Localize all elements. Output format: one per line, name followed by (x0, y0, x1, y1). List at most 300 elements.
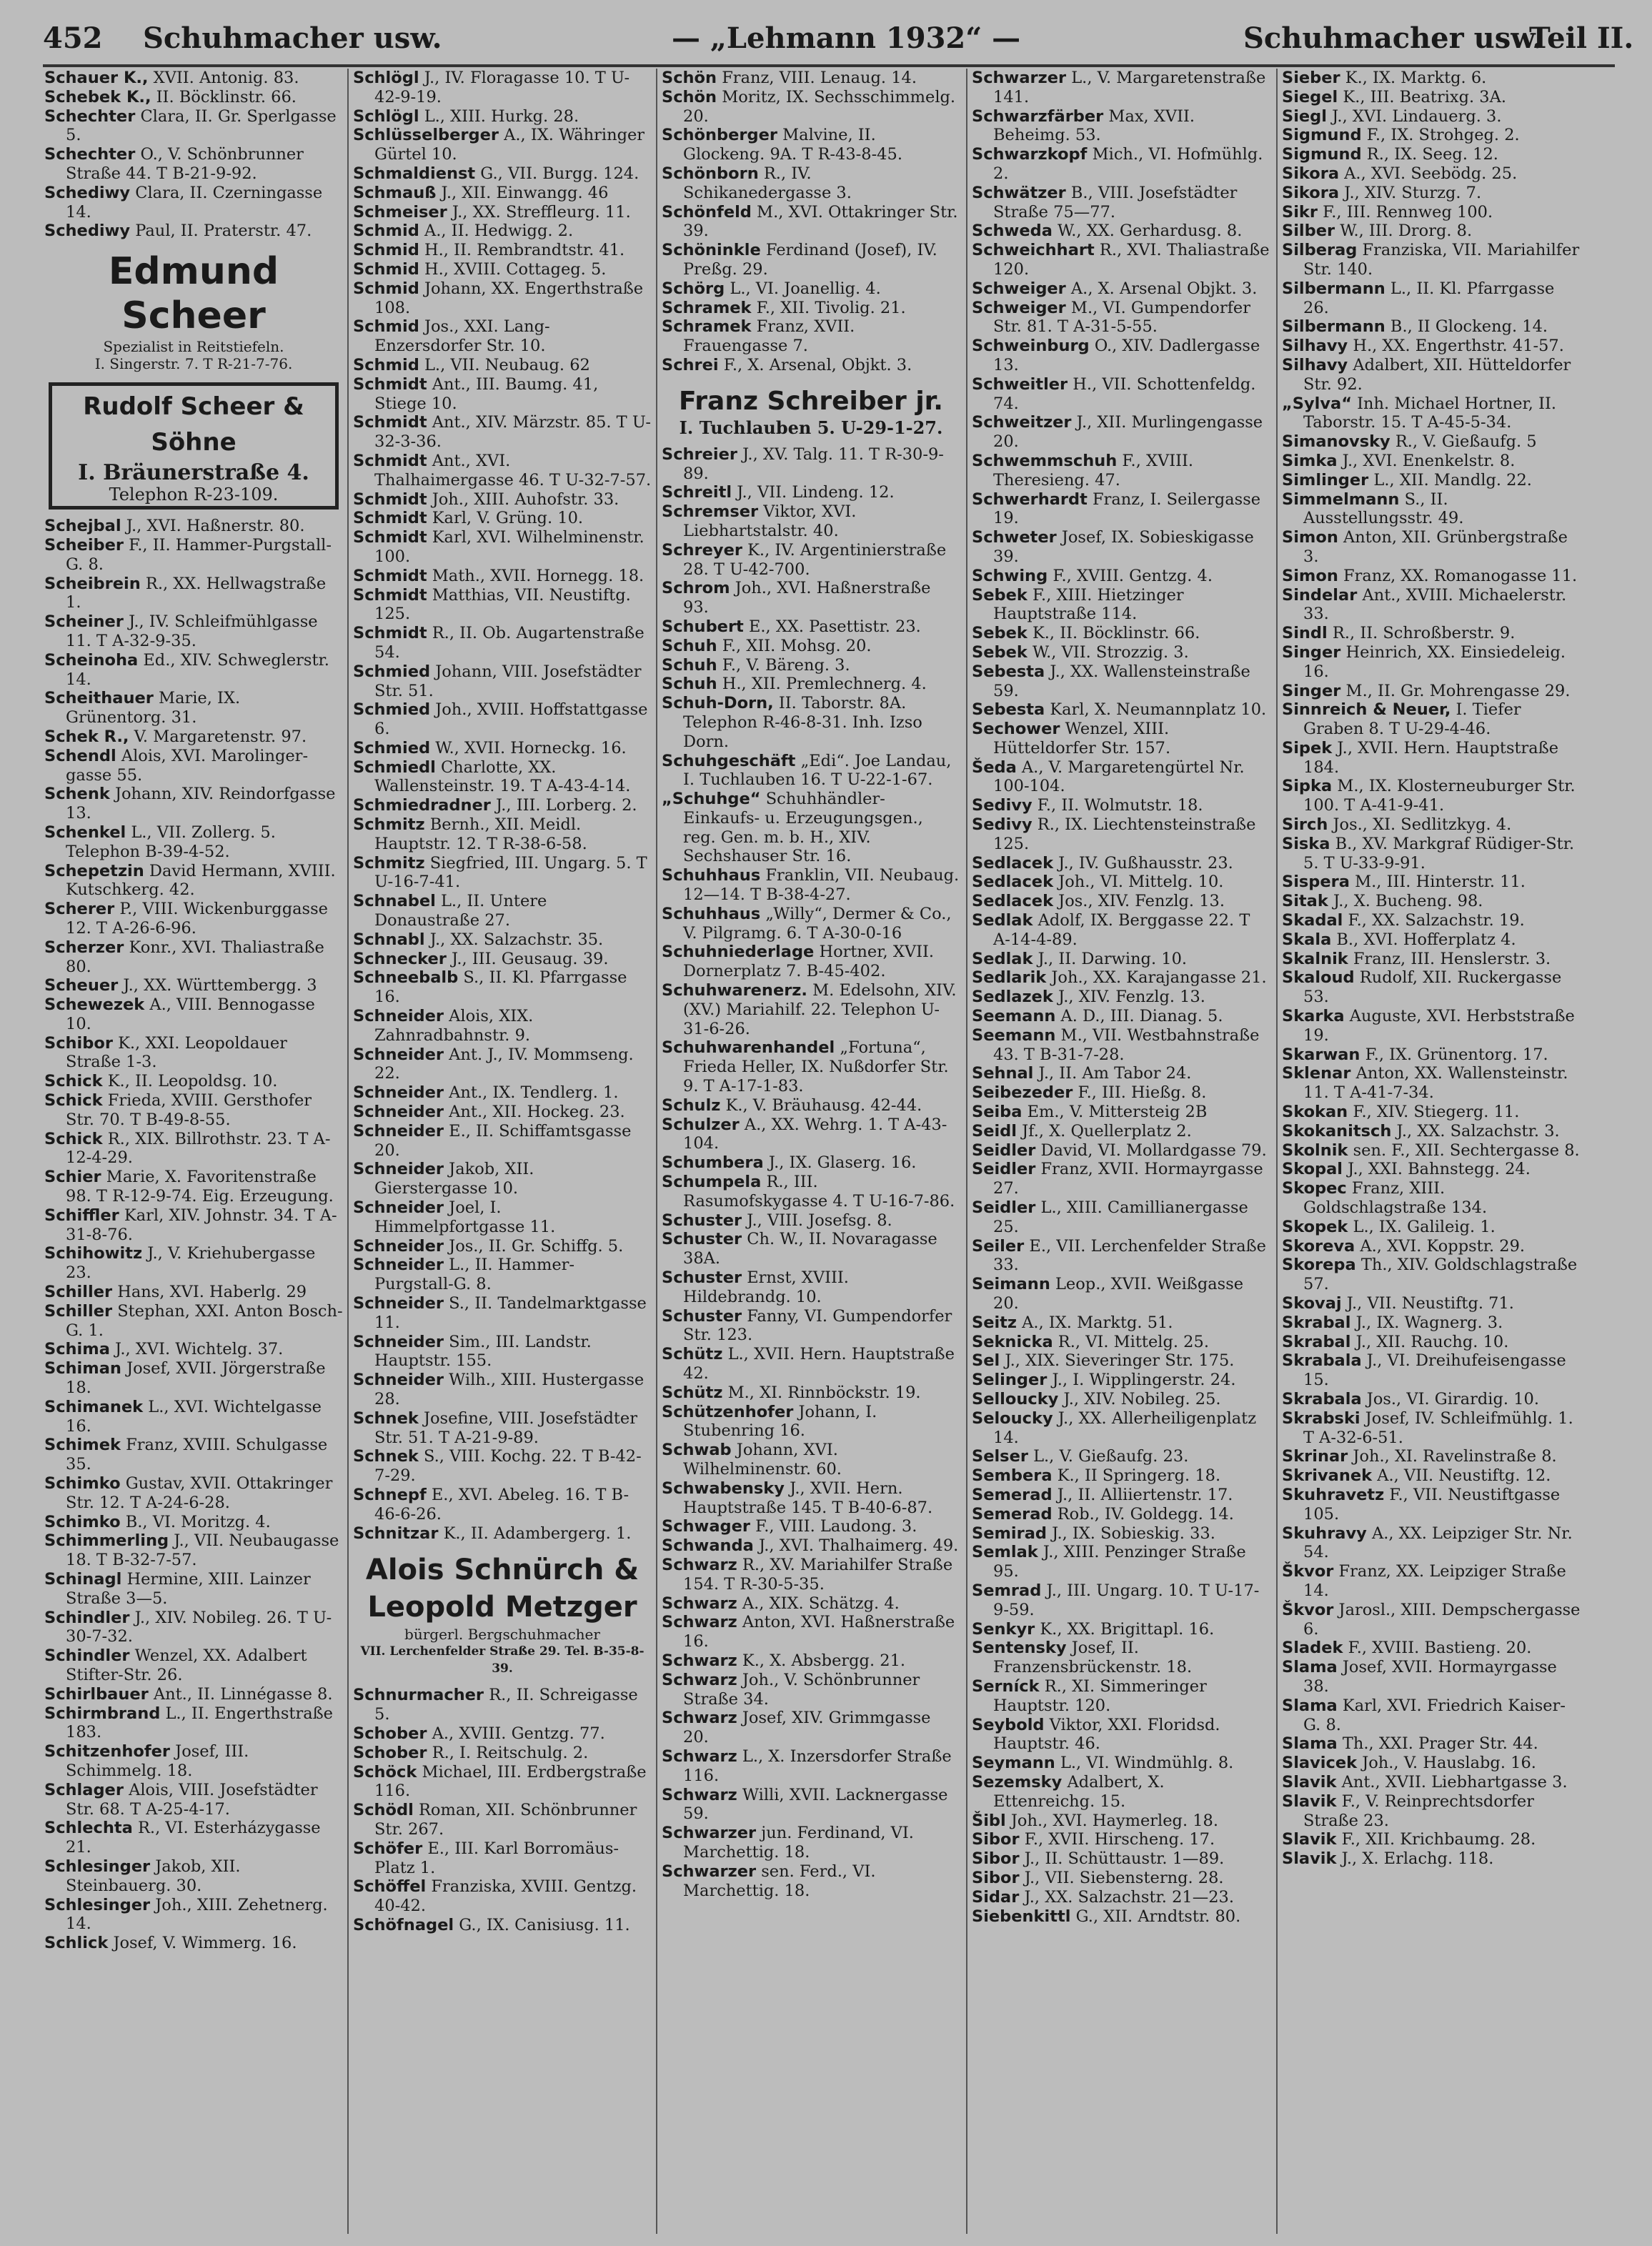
directory-entry (44, 1340, 343, 1359)
directory-entry (353, 1801, 652, 1839)
entry-name: Schediwy (44, 183, 131, 202)
directory-entry (662, 1517, 960, 1536)
entry-name: Skolnik (1282, 1141, 1348, 1160)
entry-details: Franz, XVII. Frauengasse 7. (683, 317, 855, 356)
entry-name: Slavik (1282, 1849, 1337, 1869)
entry-name: Selser (972, 1447, 1028, 1466)
entry-details: Joh., V. Hauslabg. 16. (1357, 1754, 1536, 1773)
entry-name: Schwarz (662, 1594, 737, 1613)
entry-details: Bernh., XII. Meidl. Hauptstr. 12. T R-38-6-58. (374, 815, 587, 853)
directory-entry (662, 1345, 960, 1383)
entry-name: Semerad (972, 1504, 1053, 1524)
directory-entry (353, 241, 652, 260)
directory-entry (972, 1849, 1270, 1869)
entry-details: Franz, VIII. Lenaug. 14. (717, 69, 917, 87)
directory-entry (44, 1072, 343, 1091)
entry-name: Skrabala (1282, 1351, 1362, 1371)
entry-details: Hortner, XVII. Dornerplatz 7. B-45-402. (683, 943, 935, 981)
directory-entry (44, 727, 343, 747)
entry-details: J., VII. Siebensterng. 28. (1019, 1868, 1224, 1887)
entry-details: Ant., III. Baumg. 41, Stiege 10. (374, 374, 599, 413)
entry-name: Siegel (1282, 87, 1338, 106)
entry-name: Schlögl (353, 106, 419, 126)
entry-details: Johann, XX. Engerthstraße 108. (374, 279, 644, 317)
directory-entry (972, 184, 1270, 222)
entry-details: W., VII. Strozzig. 3. (1027, 642, 1189, 662)
entry-name: Semirad (972, 1524, 1048, 1543)
directory-entry (1282, 1103, 1581, 1122)
entry-name: Schmeiser (353, 202, 447, 222)
entry-details: F., III. Hießg. 8. (1073, 1083, 1207, 1103)
entry-details: M., VII. Westbahnstraße 43. T B-31-7-28. (993, 1025, 1260, 1064)
directory-entry (1282, 317, 1581, 337)
entry-details: Viktor, XVI. Liebhartstalstr. 40. (683, 502, 857, 540)
directory-entry (353, 854, 652, 893)
entry-details: J., V. Kriehubergasse 23. (66, 1244, 316, 1283)
entry-name: Sipka (1282, 777, 1333, 796)
directory-entry (972, 222, 1270, 241)
entry-name: Schmidt (353, 413, 427, 432)
entry-name: Schlechta (44, 1819, 133, 1838)
entry-details: sen. F., XII. Sechtergasse 8. (1348, 1141, 1580, 1160)
directory-entry (662, 356, 960, 375)
entry-name: Silbermann (1282, 317, 1385, 337)
directory-entry (1282, 1141, 1581, 1161)
entry-name: Simon (1282, 566, 1338, 585)
entry-name: Sedlacek (972, 853, 1054, 873)
directory-entry (1282, 739, 1581, 777)
entry-details: F., XII. Mohsg. 20. (717, 636, 872, 655)
directory-entry (972, 1620, 1270, 1639)
entry-details: J., VII. Lindeng. 12. (732, 483, 895, 502)
entry-details: Wenzel, XIII. Hütteldorfer Str. 157. (993, 720, 1171, 757)
entry-name: Sechower (972, 720, 1060, 739)
entry-name: Šeda (972, 757, 1017, 777)
directory-entry (44, 69, 343, 88)
entry-details: L., V. Margaretenstraße 141. (993, 69, 1266, 106)
directory-entry (44, 1742, 343, 1781)
entry-name: Schenk (44, 785, 110, 804)
entry-details: Josef, II. Franzensbrückenstr. 18. (993, 1639, 1193, 1677)
advertisement-franz-schreiber (662, 381, 960, 439)
entry-details: „Edi“. Joe Landau, I. Tuchlauben 16. T U-22-1-67. (683, 751, 952, 790)
entry-details: A., IX. Marktg. 51. (1017, 1313, 1173, 1332)
entry-details: Karl, X. Neumannplatz 10. (1045, 700, 1267, 720)
entry-details: Heinrich, XX. Einsiedeleig. 16. (1303, 642, 1566, 681)
entry-details: Joh., XX. Karajangasse 21. (1046, 968, 1267, 988)
directory-entry (972, 1409, 1270, 1448)
directory-entry (972, 1083, 1270, 1103)
entry-details: G., IX. Canisiusg. 11. (454, 1915, 630, 1934)
entry-name: Sidar (972, 1887, 1020, 1907)
entry-name: Schober (353, 1743, 427, 1762)
directory-entry (353, 930, 652, 950)
directory-entry (662, 675, 960, 694)
entry-name: Schuh (662, 655, 717, 675)
entry-name: Scherzer (44, 938, 124, 957)
entry-details: S., II. Tandelmarktgasse 11. (374, 1294, 647, 1332)
directory-entry (353, 758, 652, 797)
directory-entry (353, 1256, 652, 1294)
entry-name: Sladek (1282, 1639, 1343, 1658)
entry-details: E., VII. Lerchenfelder Straße 33. (993, 1236, 1266, 1275)
entry-name: Sentensky (972, 1639, 1067, 1658)
entry-details: R., V. Gießaufg. 5 (1390, 432, 1537, 452)
entry-name: Sipek (1282, 738, 1333, 757)
directory-entry (662, 1115, 960, 1154)
entry-name: Schnabl (353, 930, 425, 949)
entry-name: Schwarz (662, 1709, 737, 1728)
ad-line: I. Tuchlauben 5. U-29-1-27. (679, 417, 943, 438)
directory-entry (1282, 930, 1581, 950)
directory-entry (353, 624, 652, 662)
directory-entry (972, 1026, 1270, 1065)
entry-details: S., II. Ausstellungsstr. 49. (1303, 490, 1464, 528)
entry-name: Schneider (353, 1045, 444, 1064)
entry-name: Schuster (662, 1230, 742, 1249)
directory-entry (353, 567, 652, 586)
entry-details: R., IX. Seeg. 12. (1361, 145, 1498, 164)
entry-name: Sirch (1282, 815, 1328, 835)
entry-name: Schwarz (662, 1785, 737, 1804)
entry-name: Senkyr (972, 1619, 1035, 1639)
entry-details: Ferdinand (Josef), IV. Preßg. 29. (683, 241, 937, 279)
advertisement-rudolf-scheer (49, 382, 339, 510)
column-5 (1282, 69, 1581, 2234)
entry-name: Schinagl (44, 1570, 122, 1589)
entry-details: B., II Glockeng. 14. (1385, 317, 1548, 337)
entry-name: Simka (1282, 451, 1338, 470)
directory-entry (353, 490, 652, 510)
entry-name: Schepetzin (44, 861, 144, 880)
entry-name: Schwarz (662, 1613, 737, 1632)
directory-entry (972, 968, 1270, 988)
entry-details: S., VIII. Kochg. 22. T B-42-7-29. (374, 1447, 642, 1486)
entry-name: Schmitz (353, 815, 425, 835)
directory-entry (662, 1153, 960, 1173)
entry-details: A., XX. Wehrg. 1. T A-43-104. (683, 1115, 947, 1153)
directory-entry (44, 1283, 343, 1302)
entry-name: Slama (1282, 1658, 1338, 1677)
directory-entry (1282, 1333, 1581, 1352)
entry-details: Mich., VI. Hofmühlg. 2. (993, 145, 1263, 183)
entry-name: Schneider (353, 1007, 444, 1026)
directory-entry (1282, 1466, 1581, 1486)
entry-details: Joh., VI. Mittelg. 10. (1053, 873, 1224, 892)
entry-name: Schneider (353, 1294, 444, 1313)
entry-list (44, 517, 343, 1953)
entry-details: R., I. Reitschulg. 2. (427, 1743, 589, 1762)
entry-details: J., XII. Rauchg. 10. (1350, 1332, 1509, 1351)
entry-details: Ant., XVI. Thalhaimergasse 46. T U-32-7-57. (374, 451, 652, 490)
entry-details: R., XI. Simmeringer Hauptstr. 120. (993, 1676, 1207, 1715)
entry-details: Josef, III. Schimmelg. 18. (66, 1742, 249, 1780)
directory-entry (1282, 145, 1581, 164)
entry-name: Silbermann (1282, 279, 1385, 298)
directory-entry (1282, 624, 1581, 643)
entry-details: J., VII. Neubaugasse 18. T B-32-7-57. (66, 1531, 339, 1570)
directory-entry (353, 1409, 652, 1448)
directory-entry (1282, 1007, 1581, 1045)
entry-details: Joh., XIII. Zehetnerg. 14. (66, 1895, 328, 1934)
directory-entry (44, 536, 343, 575)
directory-entry (353, 107, 652, 126)
entry-details: K., IX. Marktg. 6. (1340, 69, 1487, 87)
entry-details: J., VIII. Josefsg. 8. (742, 1211, 892, 1230)
entry-name: Siska (1282, 834, 1330, 853)
entry-name: Skoreva (1282, 1236, 1355, 1256)
entry-name: Schimmerling (44, 1531, 169, 1551)
entry-name: Semerad (972, 1485, 1053, 1504)
entry-name: Schediwy (44, 222, 131, 241)
directory-entry (972, 1505, 1270, 1524)
directory-entry (972, 700, 1270, 720)
directory-entry (972, 911, 1270, 950)
entry-name: Schulz (662, 1095, 721, 1115)
directory-entry (972, 643, 1270, 662)
entry-details: K., II. Böcklinstr. 66. (1027, 624, 1200, 643)
entry-details: Jf., X. Quellerplatz 2. (1017, 1121, 1192, 1141)
entry-name: Schier (44, 1168, 101, 1187)
directory-entry (662, 541, 960, 580)
directory-entry (662, 1403, 960, 1441)
header-right-title: Schuhmacher usw. (1243, 21, 1543, 55)
entry-details: Joh., V. Schönbrunner Straße 34. (683, 1670, 920, 1709)
directory-entry (353, 1160, 652, 1198)
entry-details: L., XVI. Wichtelgasse 16. (66, 1397, 322, 1436)
directory-entry (1282, 1294, 1581, 1313)
directory-entry (353, 700, 652, 739)
entry-name: Scheiber (44, 535, 124, 555)
directory-entry (1282, 69, 1581, 88)
directory-entry (662, 88, 960, 126)
entry-details: David, VI. Mollardgasse 79. (1035, 1141, 1267, 1160)
directory-entry (972, 1371, 1270, 1390)
directory-entry (44, 747, 343, 785)
entry-details: Jos., II. Gr. Schiffg. 5. (444, 1236, 624, 1256)
entry-details: J., XXI. Bahnstegg. 24. (1343, 1160, 1531, 1179)
directory-entry (353, 260, 652, 279)
entry-list (662, 445, 960, 1901)
entry-details: Auguste, XVI. Herbststraße 19. (1303, 1007, 1575, 1045)
entry-name: Sigmund (1282, 126, 1362, 145)
directory-entry (972, 1313, 1270, 1333)
entry-name: Sezemsky (972, 1772, 1063, 1792)
entry-name: Sinnreich & Neuer, (1282, 700, 1451, 720)
entry-name: Sedlak (972, 949, 1033, 968)
entry-details: J., IV. Schleifmühlgasse 11. T A-32-9-35. (66, 612, 318, 650)
entry-details: J., XIII. Penzinger Straße 95. (993, 1543, 1246, 1581)
advertisement-edmund-scheer (44, 247, 343, 375)
entry-details: H., XX. Engerthstr. 41-57. (1348, 337, 1564, 356)
directory-entry (353, 1447, 652, 1486)
entry-details: M., IX. Klosterneuburger Str. 100. T A-41-9-41. (1303, 777, 1576, 815)
directory-entry (353, 1839, 652, 1878)
directory-entry (353, 892, 652, 930)
entry-name: Sebek (972, 624, 1027, 643)
entry-details: F., XVIII. Gentzg. 4. (1048, 566, 1213, 585)
directory-entry (1282, 356, 1581, 394)
entry-details: A., XVI. Seebödg. 25. (1339, 164, 1518, 183)
entry-details: J., XVII. Hern. Hauptstraße 184. (1303, 738, 1559, 777)
directory-entry (353, 950, 652, 969)
entry-name: Schwätzer (972, 183, 1066, 202)
directory-entry (1282, 471, 1581, 490)
directory-entry (662, 502, 960, 541)
entry-details: Joh., XIII. Auhofstr. 33. (427, 490, 620, 509)
directory-entry (353, 1045, 652, 1084)
entry-list (353, 69, 652, 1543)
entry-details: K., II Springerg. 18. (1052, 1466, 1221, 1486)
directory-entry (1282, 1601, 1581, 1639)
directory-entry (972, 586, 1270, 625)
entry-details: F., XIV. Stiegerg. 11. (1348, 1103, 1520, 1122)
directory-entry (972, 1716, 1270, 1754)
entry-details: M. Edelsohn, XIV. (XV.) Mariahilf. 22. Telephon U-31-6-26. (683, 981, 957, 1038)
entry-details: L., II. Hammer-Purgstall-G. 8. (374, 1256, 575, 1294)
directory-entry (1282, 567, 1581, 586)
entry-details: J., IX. Sobieskig. 33. (1047, 1524, 1215, 1543)
directory-entry (1282, 1773, 1581, 1792)
directory-entry (972, 1907, 1270, 1927)
entry-name: Schuhhaus (662, 866, 761, 885)
directory-entry (44, 1646, 343, 1685)
entry-details: K., X. Absbergg. 21. (737, 1651, 906, 1670)
entry-details: F., II. Hammer-Purgstall-G. 8. (66, 535, 332, 574)
entry-details: Franziska, XVIII. Gentzg. 40-42. (374, 1877, 637, 1916)
entry-details: R., XIX. Billrothstr. 23. T A-12-4-29. (66, 1129, 331, 1168)
entry-details: J., III. Ungarg. 10. T U-17-9-59. (993, 1581, 1260, 1619)
ad-line: Telephon R-23-109. (109, 485, 279, 505)
entry-name: Schwab (662, 1441, 732, 1460)
directory-entry (44, 1685, 343, 1704)
entry-details: F., II. Wolmutstr. 18. (1032, 796, 1203, 815)
directory-entry (972, 1447, 1270, 1466)
entry-name: Sedlazek (972, 988, 1053, 1007)
column-2 (353, 69, 652, 2234)
entry-name: Schindler (44, 1608, 130, 1627)
entry-details: Anton, XX. Wallensteinstr. 11. T A-41-7-34. (1303, 1064, 1568, 1103)
entry-details: Josef, IV. Schleifmühlg. 1. T A-32-6-51. (1303, 1408, 1573, 1447)
entry-details: J., IX. Wagnerg. 3. (1350, 1313, 1503, 1332)
entry-name: Sedivy (972, 796, 1032, 815)
column-divider (966, 69, 967, 2234)
entry-name: Serníck (972, 1676, 1040, 1696)
entry-details: Marie, IX. Grünentorg. 31. (66, 689, 241, 727)
entry-name: Schneider (353, 1198, 444, 1218)
directory-entry (972, 375, 1270, 414)
directory-entry (44, 184, 343, 222)
page-header (43, 13, 1634, 67)
entry-name: Sebesta (972, 700, 1045, 720)
entry-name: Schöffel (353, 1877, 427, 1897)
ad-line: Spezialist in Reitstiefeln. (103, 338, 284, 356)
entry-name: Schörg (662, 279, 725, 298)
entry-name: Schwarz (662, 1746, 737, 1766)
entry-name: Skala (1282, 930, 1332, 949)
entry-name: Scheibrein (44, 574, 141, 593)
entry-details: Sim., III. Landstr. Hauptstr. 155. (374, 1332, 592, 1371)
directory-entry (44, 785, 343, 823)
entry-details: Franklin, VII. Neubaug. 12—14. T B-38-4-27. (683, 866, 960, 905)
entry-details: E., II. Schiffamtsgasse 20. (374, 1121, 632, 1160)
entry-details: David Hermann, XVIII. Kutschkerg. 42. (66, 861, 336, 900)
directory-entry (662, 445, 960, 484)
directory-entry (353, 1103, 652, 1122)
entry-details: Ed., XIV. Schweglerstr. 14. (66, 650, 329, 689)
entry-name: Schewezek (44, 995, 145, 1015)
entry-name: Schimek (44, 1436, 121, 1455)
advertisement-schnuerch-metzger (353, 1549, 652, 1680)
entry-details: Paul, II. Praterstr. 47. (130, 222, 312, 241)
entry-details: Anton, XVI. Haßnerstraße 16. (683, 1613, 955, 1651)
entry-name: Schwarz (662, 1651, 737, 1670)
directory-entry (1282, 337, 1581, 356)
entry-details: Inh. Michael Hortner, II. Taborstr. 15. T A-45-5-34. (1303, 394, 1557, 432)
directory-entry (1282, 1696, 1581, 1735)
entry-name: Schimko (44, 1474, 121, 1494)
entry-name: Schwarz (662, 1670, 737, 1689)
entry-details: Matthias, VII. Neustiftg. 125. (374, 585, 631, 624)
entry-name: Skokan (1282, 1103, 1348, 1122)
entry-name: Sebek (972, 585, 1027, 605)
column-divider (1276, 69, 1278, 2234)
entry-name: Scheinoha (44, 650, 139, 670)
entry-details: F., VII. Neustiftgasse 105. (1303, 1485, 1561, 1524)
directory-entry (662, 905, 960, 943)
directory-entry (353, 1524, 652, 1544)
entry-name: Schwarzer (972, 69, 1067, 87)
entry-name: Sebesta (972, 662, 1045, 681)
entry-name: Schmid (353, 259, 419, 279)
entry-name: Schnepf (353, 1485, 427, 1504)
entry-name: Schrom (662, 579, 730, 598)
directory-entry (353, 1198, 652, 1237)
entry-details: J., XVI. Enenkelstr. 8. (1337, 451, 1516, 470)
directory-entry (662, 1536, 960, 1556)
entry-name: Schön (662, 87, 717, 106)
entry-name: Schlögl (353, 69, 419, 87)
entry-details: Joh., XVI. Haymerleg. 18. (1005, 1811, 1219, 1830)
entry-name: Skrabala (1282, 1389, 1362, 1408)
directory-entry (353, 1333, 652, 1371)
directory-entry (44, 1781, 343, 1819)
entry-details: O., XIV. Dadlergasse 13. (993, 337, 1260, 374)
directory-entry (353, 452, 652, 490)
directory-entry (972, 337, 1270, 375)
entry-name: Schneider (353, 1371, 444, 1390)
entry-name: Schwager (662, 1517, 750, 1536)
directory-entry (662, 866, 960, 905)
entry-details: Konr., XVI. Thaliastraße 80. (66, 938, 324, 976)
entry-details: Jarosl., XIII. Dempschergasse 6. (1303, 1600, 1581, 1639)
entry-details: II. Taborstr. 8A. Telephon R-46-8-31. Inh. Izso Dorn. (683, 694, 922, 751)
entry-name: Škvor (1282, 1562, 1334, 1581)
entry-details: Hans, XVI. Haberlg. 29 (112, 1283, 307, 1302)
entry-name: Scheiner (44, 612, 124, 632)
entry-name: Schöck (353, 1762, 417, 1782)
entry-details: L., II. Engerthstraße 183. (66, 1704, 333, 1742)
entry-name: Schödl (353, 1801, 414, 1820)
directory-entry (44, 823, 343, 862)
entry-details: Karl, XVI. Wilhelminenstr. 100. (374, 528, 645, 566)
directory-entry (44, 1513, 343, 1532)
entry-name: Schweter (972, 528, 1057, 547)
entry-details: Anton, XII. Grünbergstraße 3. (1303, 528, 1568, 566)
entry-details: L., XIII. Camillianergasse 25. (993, 1198, 1248, 1236)
entry-name: Slavicek (1282, 1754, 1358, 1773)
entry-details: R., IX. Liechtensteinstraße 125. (993, 815, 1256, 853)
